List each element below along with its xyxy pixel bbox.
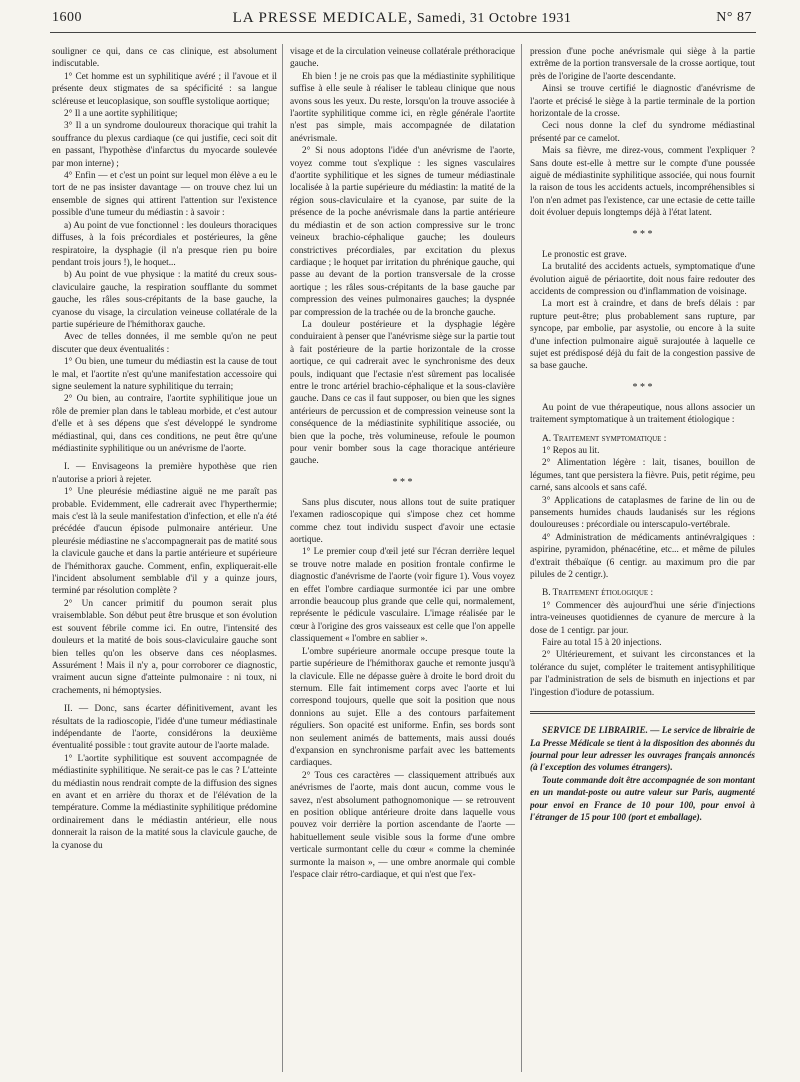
paragraph: 1° L'aortite syphilitique est souvent accompagnée de médiastinite syphilitique. Ne serait-ce pas le cas ? L'atteinte du médiastin nous rendrait compte de la diffusion des signes en avant et en arrière du thorax et de l'élévation de la température. Comme la médiastinite syphilitique prédomine ordinairement dans le médiastin antérieur, elle nous donnerait la raison de la matité sous la clavicule gauche, de la cyanose du [52,753,277,851]
paragraph: 2° Il a une aortite syphilitique; [64,109,178,120]
section-separator: * * * [392,476,413,488]
paragraph: 1° Repos au lit. [542,445,600,456]
column-divider [521,44,522,1072]
paragraph: 1° Commencer dès aujourd'hui une série d'injections intra-veineuses quotidiennes de cyanure de mercure à la dose de 1 centigr. par jour. [530,600,755,636]
paragraph: Ainsi se trouve certifié le diagnostic d'anévrisme de l'aorte et précisé le siège à la partie terminale de la portion horizontale de la crosse. [530,84,755,120]
paragraph: Avec de telles données, il me semble qu'on ne peut discuter que deux éventualités : [52,332,277,355]
paragraph: Sans plus discuter, nous allons tout de suite pratiquer l'examen radioscopique qui s'impose chez cet homme comme chez tout individu suspect d'avoir une ectasie aortique. [290,497,515,546]
column-divider [282,44,283,1072]
bookshop-notice [530,724,755,823]
notice-divider [530,711,755,714]
paragraph: 4° Enfin — et c'est un point sur lequel mon élève a eu le tort de ne pas insister davantage — on trouve chez lui un ensemble de signes qui attirent l'attention sur l'existence possible d'une tumeur du médiastin : à savoir : [52,171,277,219]
notice-paragraph: SERVICE DE LIBRAIRIE. — Le service de librairie de La Presse Médicale se tient à la disposition des abonnés du journal pour leur adresser les ouvrages français annoncés (à l'exception des volumes étrangers). [530,725,755,773]
paragraph: 1° Une pleurésie médiastine aiguë ne me paraît pas probable. Evidemment, elle cadrerait avec l'hyperthermie; mais c'est là la seule manifestation d'infection, et elle n'a été précédée d'aucun épisode pulmonaire antérieur. Une pleurésie médiastine ne s'accompagnerait pas de matité sous la clavicule gauche et dans la partie antérieure et supérieure de l'hémithorax gauche. Comment, enfin, expliquerait-elle l'incident absolument semblable d'il y a quinze jours, terminé par résolution complète ? [52,487,277,597]
header-rule [50,32,756,33]
paragraph: 3° Applications de cataplasmes de farine de lin ou de pansements humides chauds laudanisés sur les régions douloureuses : précordiale ou interscapulo-vertébrale. [530,495,755,531]
paragraph: 2° Ultérieurement, et suivant les circonstances et la tolérance du sujet, compléter le traitement antisyphilitique par l'administration de sels de bismuth en injections et par l'ingestion d'iodure de potassium. [530,650,755,698]
paragraph: 2° Si nous adoptons l'idée d'un anévrisme de l'aorte, voyez comme tout s'explique : les signes vasculaires d'aortite syphilitique et les signes de tumeur médiastinale localisée à la partie supérieure du médiastin: la matité de la région sous-claviculaire et la cyanose, par suite de la présence de la poche anévrismale dans la partie antérieure du médiastin et de son action compressive sur le tronc veineux brachio-céphalique gauche; les douleurs constrictives précordiales, par excitation du plexus cardiaque ; le hoquet par irritation du phrénique gauche, qui passe au devant de la portion transversale de la crosse aortique ; les râles sous-crépitants de la base gauche par compression des veines pulmonaires gauches; la dyspnée par compression de la trachée ou de la bronche gauche. [290,146,515,318]
paragraph: 2° Un cancer primitif du poumon serait plus vraisemblable. Son début peut être brusque et son évolution est souvent fébrile comme ici. En outre, l'intensité des douleurs et la matité de bois sous-claviculaire gauche sont bien telles qu'on les observe dans ces néoplasmes. Assurément ! Mais il n'y a, pour corroborer ce diagnostic, vraiment aucun signe d'atteinte pulmonaire : ni toux, ni crachements, ni hémoptysies. [52,598,277,696]
paragraph: Eh bien ! je ne crois pas que la médiastinite syphilitique suffise à elle seule à réaliser le tableau clinique que nous avons sous les yeux. Du reste, lorsqu'on la trouve associée à l'aortite syphilitique comme ici, en règle générale l'aortite n'est pas simple, mais accompagnée de dilatation anévrismale. [290,71,515,144]
paragraph: visage et de la circulation veineuse collatérale préthoracique gauche. [290,47,515,70]
paragraph: 2° Tous ces caractères — classiquement attribués aux anévrismes de l'aorte, mais dont aucun, comme vous le savez, n'est absolument pathognomonique — se retrouvent en position oblique antérieure droite dans laquelle vous pouvez voir derrière la portion ascendante de l'aorte — habituellement seule visible sous la forme d'une ombre verticale surmontant celle du cœur « comme la cheminée surmonte la maison », — une ombre anormale qui comble l'espace clair rétro-cardiaque, et qui n'est que l'ex- [290,770,515,880]
section-separator: * * * [632,381,653,393]
paragraph: 3° Il a un syndrome douloureux thoracique qui trahit la souffrance du plexus cardiaque (ce qui justifie, ceci soit dit en passant, l'hypothèse d'infarctus du myocarde soulevée par mon interne) ; [52,121,277,169]
section-heading: II. — Donc, sans écarter définitivement, avant les résultats de la radioscopie, l'idée d'une tumeur médiastinale indépendante de l'aorte, considérons la deuxième éventualité possible : tout gravite autour de l'aorte malade. [52,704,277,752]
paragraph: souligner ce qui, dans ce cas clinique, est absolument indiscutable. [52,47,277,70]
paragraph: La douleur postérieure et la dysphagie légère conduiraient à penser que l'anévrisme siège sur la partie tout à fait postérieure de la partie horizontale de la crosse aortique, ce qui cadrerait avec le synchronisme des deux pouls, indiquant que l'ectasie n'est sûrement pas localisée entre le tronc artériel brachio-céphalique et la sous-clavière gauche. Dans ce cas il faut supposer, ou bien que les signes antérieurs de percussion et de compression veineuse sont la conséquence de la médiastinite syphilitique associée, ou bien que la poche, très volumineuse, refoule le poumon pour venir bomber sous la cage thoracique antérieure gauche. [290,319,515,467]
page-number: 1600 [52,10,82,25]
paragraph: La brutalité des accidents actuels, symptomatique d'une évolution aiguë de périaortite, doit nous faire redouter des accidents de compression ou d'inflammation de voisinage. [530,262,755,297]
issue-date: Samedi, 31 Octobre 1931 [416,11,572,26]
subsection-heading: B. Traitement étiologique : [542,588,654,599]
paragraph: La mort est à craindre, et dans de brefs délais : par rupture peut-être; plus probablement sans rupture, par syncope, par embolie, par asystolie, ou encore à la suite d'une infection pulmonaire aiguë surajoutée à laquelle ce sujet est prédisposé déjà du fait de la congestion passive de sa base gauche. [530,299,755,372]
paragraph: 1° Le premier coup d'œil jeté sur l'écran derrière lequel se trouve notre malade en position frontale confirme le diagnostic d'anévrisme de l'aorte (voir figure 1). Vous voyez en effet l'ombre cardiaque surmontée ici par une ombre arrondie beaucoup plus grande que celle qui, normalement, représente le pédicule vasculaire. L'image réalisée par le cœur à l'origine des gros vaisseaux est celle que l'on appelle classiquement « l'ombre en sablier ». [290,547,515,645]
paragraph: Au point de vue thérapeutique, nous allons associer un traitement symptomatique à un traitement étiologique : [530,402,755,426]
header-title [52,10,752,27]
paragraph: Le pronostic est grave. [542,249,627,260]
paragraph: Ceci nous donne la clef du syndrome médiastinal présenté par ce camelot. [530,121,755,144]
text-column-3 [530,46,755,1072]
paragraph: 1° Cet homme est un syphilitique avéré ; il l'avoue et il présente deux stigmates de sa spécificité : sa langue scléreuse et leucoplasique, son souffle systolique aortique; [52,71,277,107]
page-header [52,8,752,30]
paragraph: 2° Alimentation légère : lait, tisanes, bouillon de légumes, tant que persistera la fièvre. Puis, petit régime, peu carné, sans alcools et sans café. [530,458,755,494]
section-heading: I. — Envisageons la première hypothèse que rien n'autorise a priori à rejeter. [52,462,277,485]
paragraph: 2° Ou bien, au contraire, l'aortite syphilitique joue un rôle de premier plan dans le tableau morbide, et c'est autour d'elle et à ses dépens que s'est développé le syndrome médiastinal, qui, dans ces conditions, ne peut être qu'une médiastinite syphilitique ou un anévrisme de l'aorte. [52,394,277,454]
text-column-2 [290,46,515,1072]
subsection-heading: A. Traitement symptomatique : [542,433,667,444]
paragraph: 4° Administration de médicaments antinévralgiques : aspirine, pyramidon, phénacétine, etc... et même de pilules d'extrait thébaïque (6 centigr. au maximum pro die par pilules de 2 centigr.). [530,532,755,581]
paragraph: L'ombre supérieure anormale occupe presque toute la partie supérieure de l'hémithorax gauche et remonte jusqu'à la clavicule. Elle ne dépasse guère à droite le bord droit du sternum. Elle fait intimement corps avec l'aorte et lui correspond toujours, quelle que soit la position que nous donnions au sujet. Elle a des contours parfaitement réguliers. Son opacité est uniforme. Enfin, ses bords sont non seulement animés de battements, mais aussi doués d'expansion en synchronisme parfait avec les battements cardiaques. [290,646,515,769]
paragraph: a) Au point de vue fonctionnel : les douleurs thoraciques diffuses, à la fois précordiales et postérieures, la gêne respiratoire, la dysphagie (il n'a presque rien pu boire pendant trois jours !), le hoquet... [52,220,277,268]
notice-paragraph: Toute commande doit être accompagnée de son montant en un mandat-poste ou autre valeur sur Paris, augmenté pour envoi en France de 10 pour 100, pour envoi à l'étranger de 15 pour 100 (port et emballage). [530,774,755,822]
paragraph: Mais sa fièvre, me direz-vous, comment l'expliquer ? Sans doute est-elle à mettre sur le compte d'une poussée aiguë de médiastinite syphilitique associée, qui nous fournit la raison de tous les accidents actuels, incompréhensibles si l'on n'en admet pas l'existence, car une ectasie de cette taille doit évoluer depuis longtemps déjà à l'état latent. [530,146,755,219]
issue-number: N° 87 [716,10,752,25]
paragraph: Faire au total 15 à 20 injections. [542,638,662,649]
publication-name: LA PRESSE MEDICALE, [232,10,413,26]
section-separator: * * * [632,228,653,240]
paragraph: 1° Ou bien, une tumeur du médiastin est la cause de tout le mal, et l'aortite n'est qu'une manifestation accessoire qui signe seulement la nature syphilitique du terrain; [52,357,277,392]
paragraph: b) Au point de vue physique : la matité du creux sous-claviculaire gauche, la respiration soufflante du sommet gauche, les râles sous-crépitants de la base gauche, la cyanose du visage, la circulation veineuse collatérale de la partie supérieure de l'hémithorax gauche. [52,270,277,330]
text-column-1 [52,46,277,1072]
paragraph: pression d'une poche anévrismale qui siège à la partie extrême de la portion transversale de la crosse aortique, tout près de l'origine de l'aorte descendante. [530,47,755,82]
